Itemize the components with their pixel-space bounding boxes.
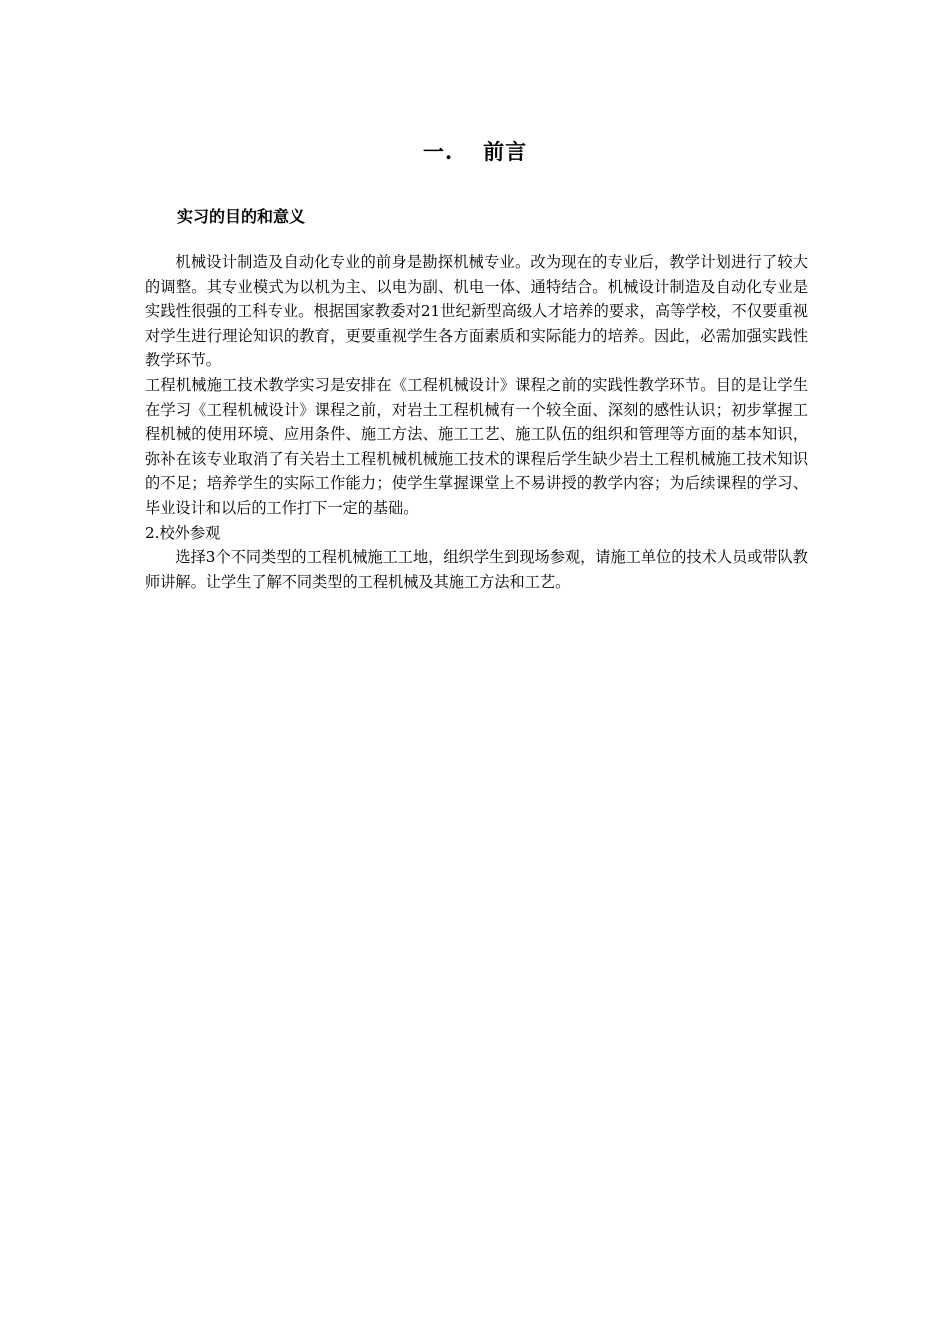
body-text <box>145 250 808 594</box>
chapter-title <box>0 136 950 166</box>
subheading-offsite-visit: 2.校外参观 <box>145 523 221 542</box>
paragraph-purpose: 机械设计制造及自动化专业的前身是勘探机械专业。改为现在的专业后，教学计划进行了较大的调整。其专业模式为以机为主、以电为副、机电一体、通特结合。机械设计制造及自动化专业是实践性很强的工科专业。根据国家教委对21世纪新型高级人才培养的要求，高等学校，不仅要重视对学生进行理论知识的教育，更要重视学生各方面素质和实际能力的培养。因此，必需加强实践性教学环节。 <box>145 253 808 370</box>
chapter-number: 一. <box>422 139 454 164</box>
chapter-title-text: 前言 <box>483 139 528 164</box>
paragraph-internship: 工程机械施工技术教学实习是安排在《工程机械设计》课程之前的实践性教学环节。目的是让学生在学习《工程机械设计》课程之前，对岩土工程机械有一个较全面、深刻的感性认识；初步掌握工程机械的使用环境、应用条件、施工方法、施工工艺、施工队伍的组织和管理等方面的基本知识，弥补在该专业取消了有关岩土工程机械机械施工技术的课程后学生缺少岩土工程机械施工技术知识的不足；培养学生的实际工作能力；使学生掌握课堂上不易讲授的教学内容；为后续课程的学习、毕业设计和以后的工作打下一定的基础。 <box>145 375 808 517</box>
paragraph-visit: 选择3个不同类型的工程机械施工工地，组织学生到现场参观，请施工单位的技术人员或带队教师讲解。让学生了解不同类型的工程机械及其施工方法和工艺。 <box>145 548 808 591</box>
section-heading: 实习的目的和意义 <box>177 207 306 226</box>
